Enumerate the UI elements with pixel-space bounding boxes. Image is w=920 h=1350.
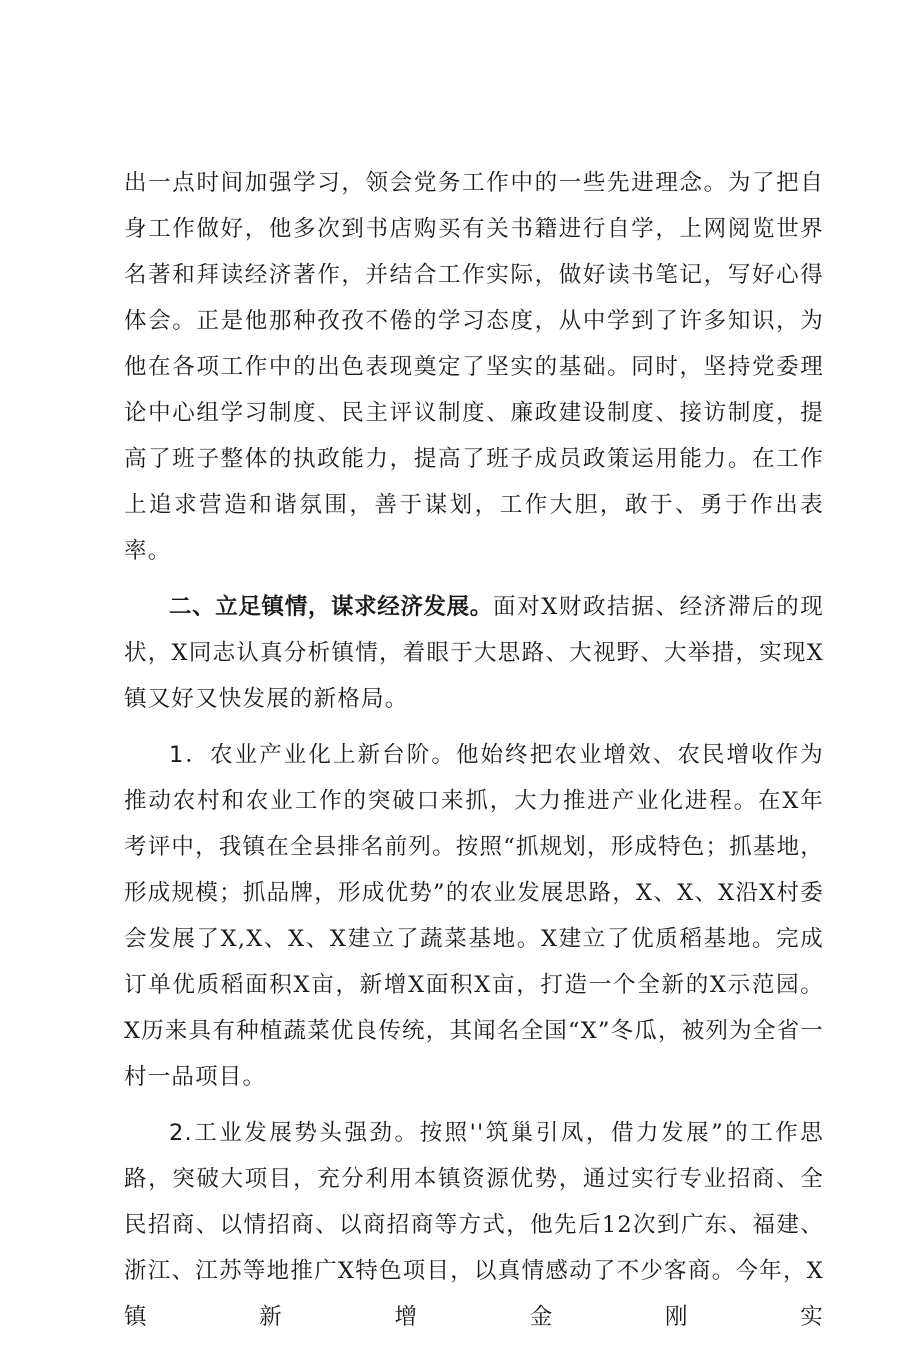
paragraph-section-two-text: 面对X财政拮据、经济滞后的现状，X同志认真分析镇情，着眼于大思路、大视野、大举措，实现X镇又好又快发展的新格局。 <box>124 594 824 712</box>
document-body <box>124 160 824 1350</box>
paragraph-study-text: 出一点时间加强学习，领会党务工作中的一些先进理念。为了把自身工作做好，他多次到书店购买有关书籍进行自学，上网阅览世界名著和拜读经济著作，并结合工作实际，做好读书笔记，写好心得体会。正是他那种孜孜不倦的学习态度，从中学到了许多知识，为他在各项工作中的出色表现奠定了坚实的基础。同时，坚持党委理论中心组学习制度、民主评议制度、廉政建设制度、接访制度，提高了班子整体的执政能力，提高了班子成员政策运用能力。在工作上追求营造和谐氛围，善于谋划，工作大胆，敢于、勇于作出表率。 <box>124 170 824 564</box>
industry-item-number: 2. <box>169 1120 193 1146</box>
agriculture-item-number: 1． <box>169 742 211 768</box>
paragraph-agriculture <box>124 732 824 1100</box>
paragraph-industry <box>124 1110 824 1340</box>
paragraph-study <box>124 160 824 574</box>
paragraph-agriculture-text: 农业产业化上新台阶。他始终把农业增效、农民增收作为推动农村和农业工作的突破口来抓，大力推进产业化进程。在X年考评中，我镇在全县排名前列。按照“抓规划，形成特色；抓基地，形成规模；抓品牌，形成优势”的农业发展思路，X、X、X沿X村委会发展了X,X、X、X建立了蔬菜基地。X建立了优质稻基地。完成订单优质稻面积X亩，新增X面积X亩，打造一个全新的X示范园。X历来具有种植蔬菜优良传统，其闻名全国“X”冬瓜，被列为全省一村一品项目。 <box>124 742 825 1090</box>
paragraph-industry-text: 工业发展势头强劲。按照''筑巢引凤，借力发展”的工作思路，突破大项目，充分利用本镇资源优势，通过实行专业招商、全民招商、以情招商、以商招商等方式，他先后12次到广东、福建、浙江、江苏等地推广X特色项目，以真情感动了不少客商。今年，X镇新增金刚实 <box>124 1120 824 1330</box>
paragraph-section-two <box>124 584 824 722</box>
section-two-heading: 二、立足镇情，谋求经济发展。 <box>169 594 493 620</box>
